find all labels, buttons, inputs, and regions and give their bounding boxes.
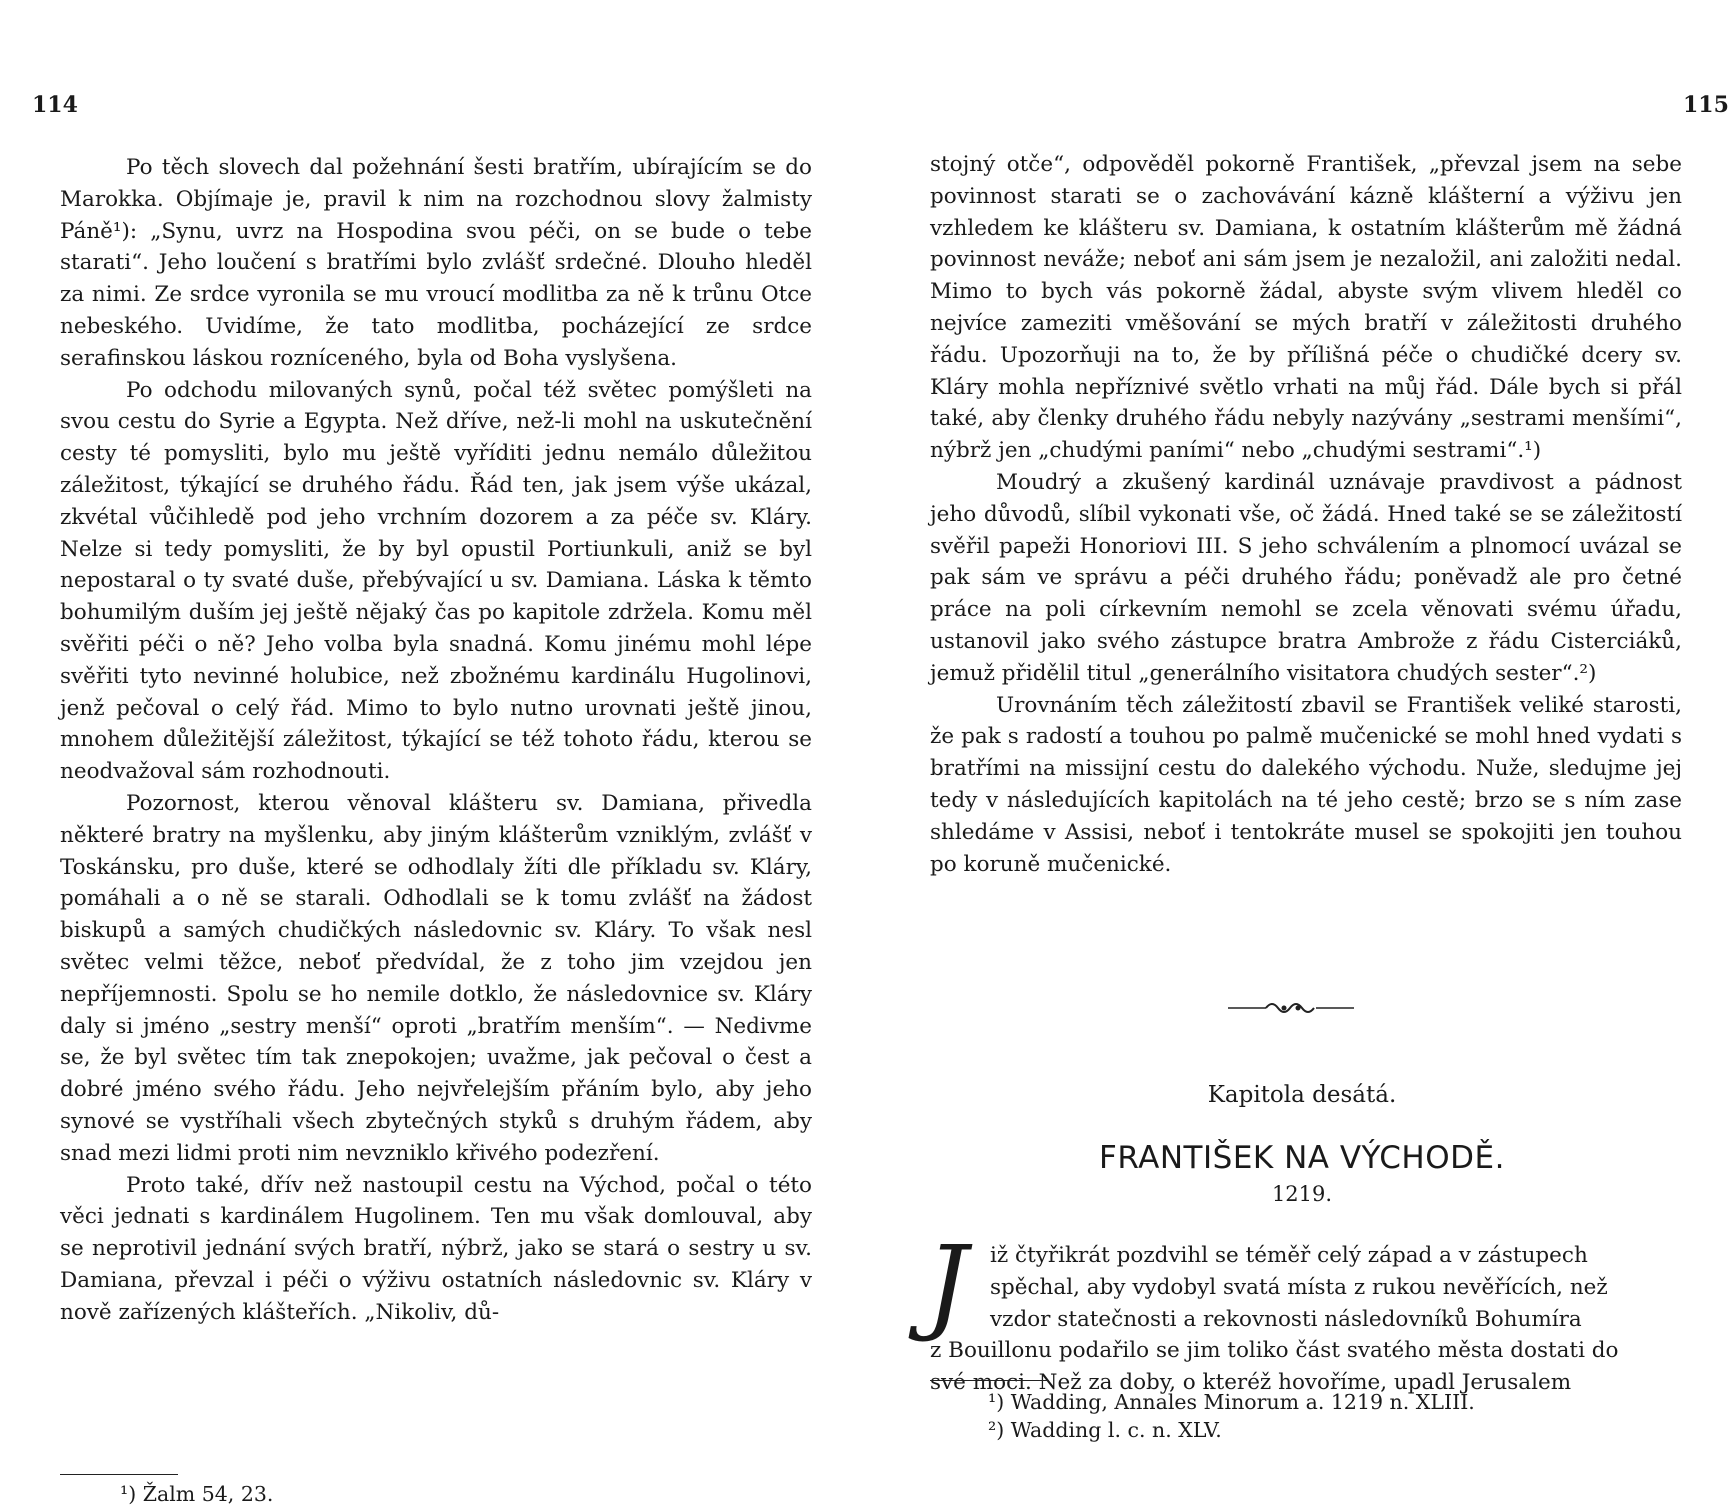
left-page xyxy=(0,0,868,1506)
chapter-opening-text xyxy=(930,1240,1682,1399)
chapter-year: 1219. xyxy=(1271,1182,1333,1206)
footnote-rule xyxy=(60,1474,178,1475)
text-line: vzdor statečnosti a rekovnosti následovníků Bohumíra xyxy=(990,1306,1582,1332)
chapter-title: FRANTIŠEK NA VÝCHODĚ. xyxy=(1099,1140,1505,1176)
text-line: své moci. Než za doby, o kteréž hovoříme, upadl Jerusalem xyxy=(930,1370,1572,1396)
paragraph: Po těch slovech dal požehnání šesti bratřím, ubírajícím se do Marokka. Objímaje je, pravil k nim na rozchodnou slovy žalmisty Páně¹): „Synu, uvrz na Hospodina svou péči, on se bude o tebe starati“. Jeho loučení s bratřími bylo zvlášť srdečné. Dlouho hleděl za nimi. Ze srdce vyronila se mu vroucí modlitba za ně k trůnu Otce nebeského. Uvidíme, že tato modlitba, pocházející ze srdce serafinskou láskou rozníceného, byla od Boha vyslyšena. xyxy=(60,155,812,371)
right-text-column xyxy=(930,149,1682,880)
text-line: iž čtyřikrát pozdvihl se téměř celý západ a v zástupech xyxy=(990,1243,1588,1268)
footnote: ¹) Wadding, Annales Minorum a. 1219 n. XLIII. xyxy=(988,1390,1475,1414)
paragraph: Moudrý a zkušený kardinál uznávaje pravdivost a pádnost jeho důvodů, slíbil vykonati vše, oč žádá. Hned také se se záležitostí svěřil papeži Honoriovi III. S jeho schválením a plnomocí uvázal se pak sám ve správu a péči druhého řádu; poněvadž ale pro četné práce na poli církevním nemohl se zcela věnovati svému úřadu, ustanovil jako svého zástupce bratra Ambrože z řádu Cisterciáků, jemuž přidělil titul „generálního visitatora chudých sester“.²) xyxy=(930,469,1682,686)
paragraph: Po odchodu milovaných synů, počal též světec pomýšleti na svou cestu do Syrie a Egypta. Než dříve, než-li mohl na uskutečnění cesty té pomysliti, bylo mu ještě vyříditi jednu nemálo důležitou záležitost, týkající se druhého řádu. Řád ten, jak jsem výše ukázal, zkvétal vůčihledě pod jeho vrchním dozorem a za péče sv. Kláry. Nelze si tedy pomysliti, že by byl opustil Portiunkuli, aniž se byl nepostaral o ty svaté duše, přebývající u sv. Damiana. Láska k těmto bohumilým duším jej ještě nějaký čas po kapitole zdržela. Komu měl svěřiti péči o ně? Jeho volba byla snadná. Komu jinému mohl lépe svěřiti tyto nevinné holubice, než zbožnému kardinálu Hugolinovi, jenž pečoval o celý řád. Mimo to bylo nutno urovnati ještě jinou, mnohem důležitější záležitost, týkající se též tohoto řádu, kterou se neodvažoval sám rozhodnouti. xyxy=(60,377,812,785)
paragraph: Pozornost, kterou věnoval klášteru sv. Damiana, přivedla některé bratry na myšlenku, aby jiným klášterům vzniklým, zvlášť v Toskánsku, pro duše, které se odhodlaly žíti dle příkladu sv. Kláry, pomáhali a o ně se starali. Odhodlali se k tomu zvlášť na žádost biskupů a samých chudičkých následovnic sv. Kláry. To však nesl světec velmi těžce, neboť předvídal, že z toho jim vzejdou jen nepříjemnosti. Spolu se ho nemile dotklo, že následovnice sv. Kláry daly si jméno „sestry menší“ oproti „bratřím menším“. — Nedivme se, že byl světec tím tak znepokojen; uvažme, jak pečoval o čest a dobré jméno svého řádu. Jeho nejvřelejším přáním bylo, aby jeho synové se vystříhali všech zbytečných styků s druhým řádem, aby snad mezi lidmi proti nim nevzniklo křivého podezření. xyxy=(60,790,812,1166)
text-line: z Bouillonu podařilo se jim toliko část svatého města dostati do xyxy=(930,1338,1619,1364)
ornament-divider xyxy=(1226,996,1356,1020)
drop-cap: J xyxy=(926,1223,968,1345)
chapter-label: Kapitola desátá. xyxy=(1207,1082,1397,1108)
footnote: ¹) Žalm 54, 23. xyxy=(120,1482,274,1506)
page-number-left: 114 xyxy=(32,92,78,118)
page-number-right: 115 xyxy=(1683,92,1729,118)
right-page xyxy=(868,0,1736,1500)
paragraph: stojný otče“, odpověděl pokorně František, „převzal jsem na sebe povinnost starati se o zachovávání kázně klášterní a výživu jen vzhledem ke klášteru sv. Damiana, k ostatním klášterům mě žádná povinnost neváže; neboť ani sám jsem je nezaložil, ani založiti nedal. Mimo to bych vás pokorně žádal, abyste svým vlivem hleděl co nejvíce zameziti vměšování se mých bratří v záležitosti druhého řádu. Upozorňuji na to, že by přílišná péče o chudičké dcery sv. Kláry mohla nepříznivé světlo vrhati na můj řád. Dále bych si přál také, aby členky druhého řádu nebyly nazývány „sestrami menšími“, nýbrž jen „chudými paními“ nebo „chudými sestrami“.¹) xyxy=(930,152,1682,464)
text-line: spěchal, aby vydobyl svatá místa z rukou nevěřících, než xyxy=(990,1274,1608,1300)
footnote-rule xyxy=(930,1380,1048,1381)
paragraph: Urovnáním těch záležitostí zbavil se František veliké starosti, že pak s radostí a touhou po palmě mučenické se mohl hned vydati s bratřími na missijní cestu do dalekého východu. Nuže, sledujme jej tedy v následujících kapitolách na té jeho cestě; brzo se s ním zase shledáme v Assisi, neboť i tentokráte musel se spokojiti jen touhou po koruně mučenické. xyxy=(930,692,1682,877)
left-text-column xyxy=(60,152,812,1328)
footnote: ²) Wadding l. c. n. XLV. xyxy=(988,1418,1222,1442)
paragraph: Proto také, dřív než nastoupil cestu na Východ, počal o této věci jednati s kardinálem Hugolinem. Ten mu však domlouval, aby se neprotivil jednání svých bratří, nýbrž, jako se stará o sestry u sv. Damiana, převzal i péči o výživu ostatních následovnic sv. Kláry v nově zařízených klášteřích. „Nikoliv, dů- xyxy=(60,1172,812,1325)
